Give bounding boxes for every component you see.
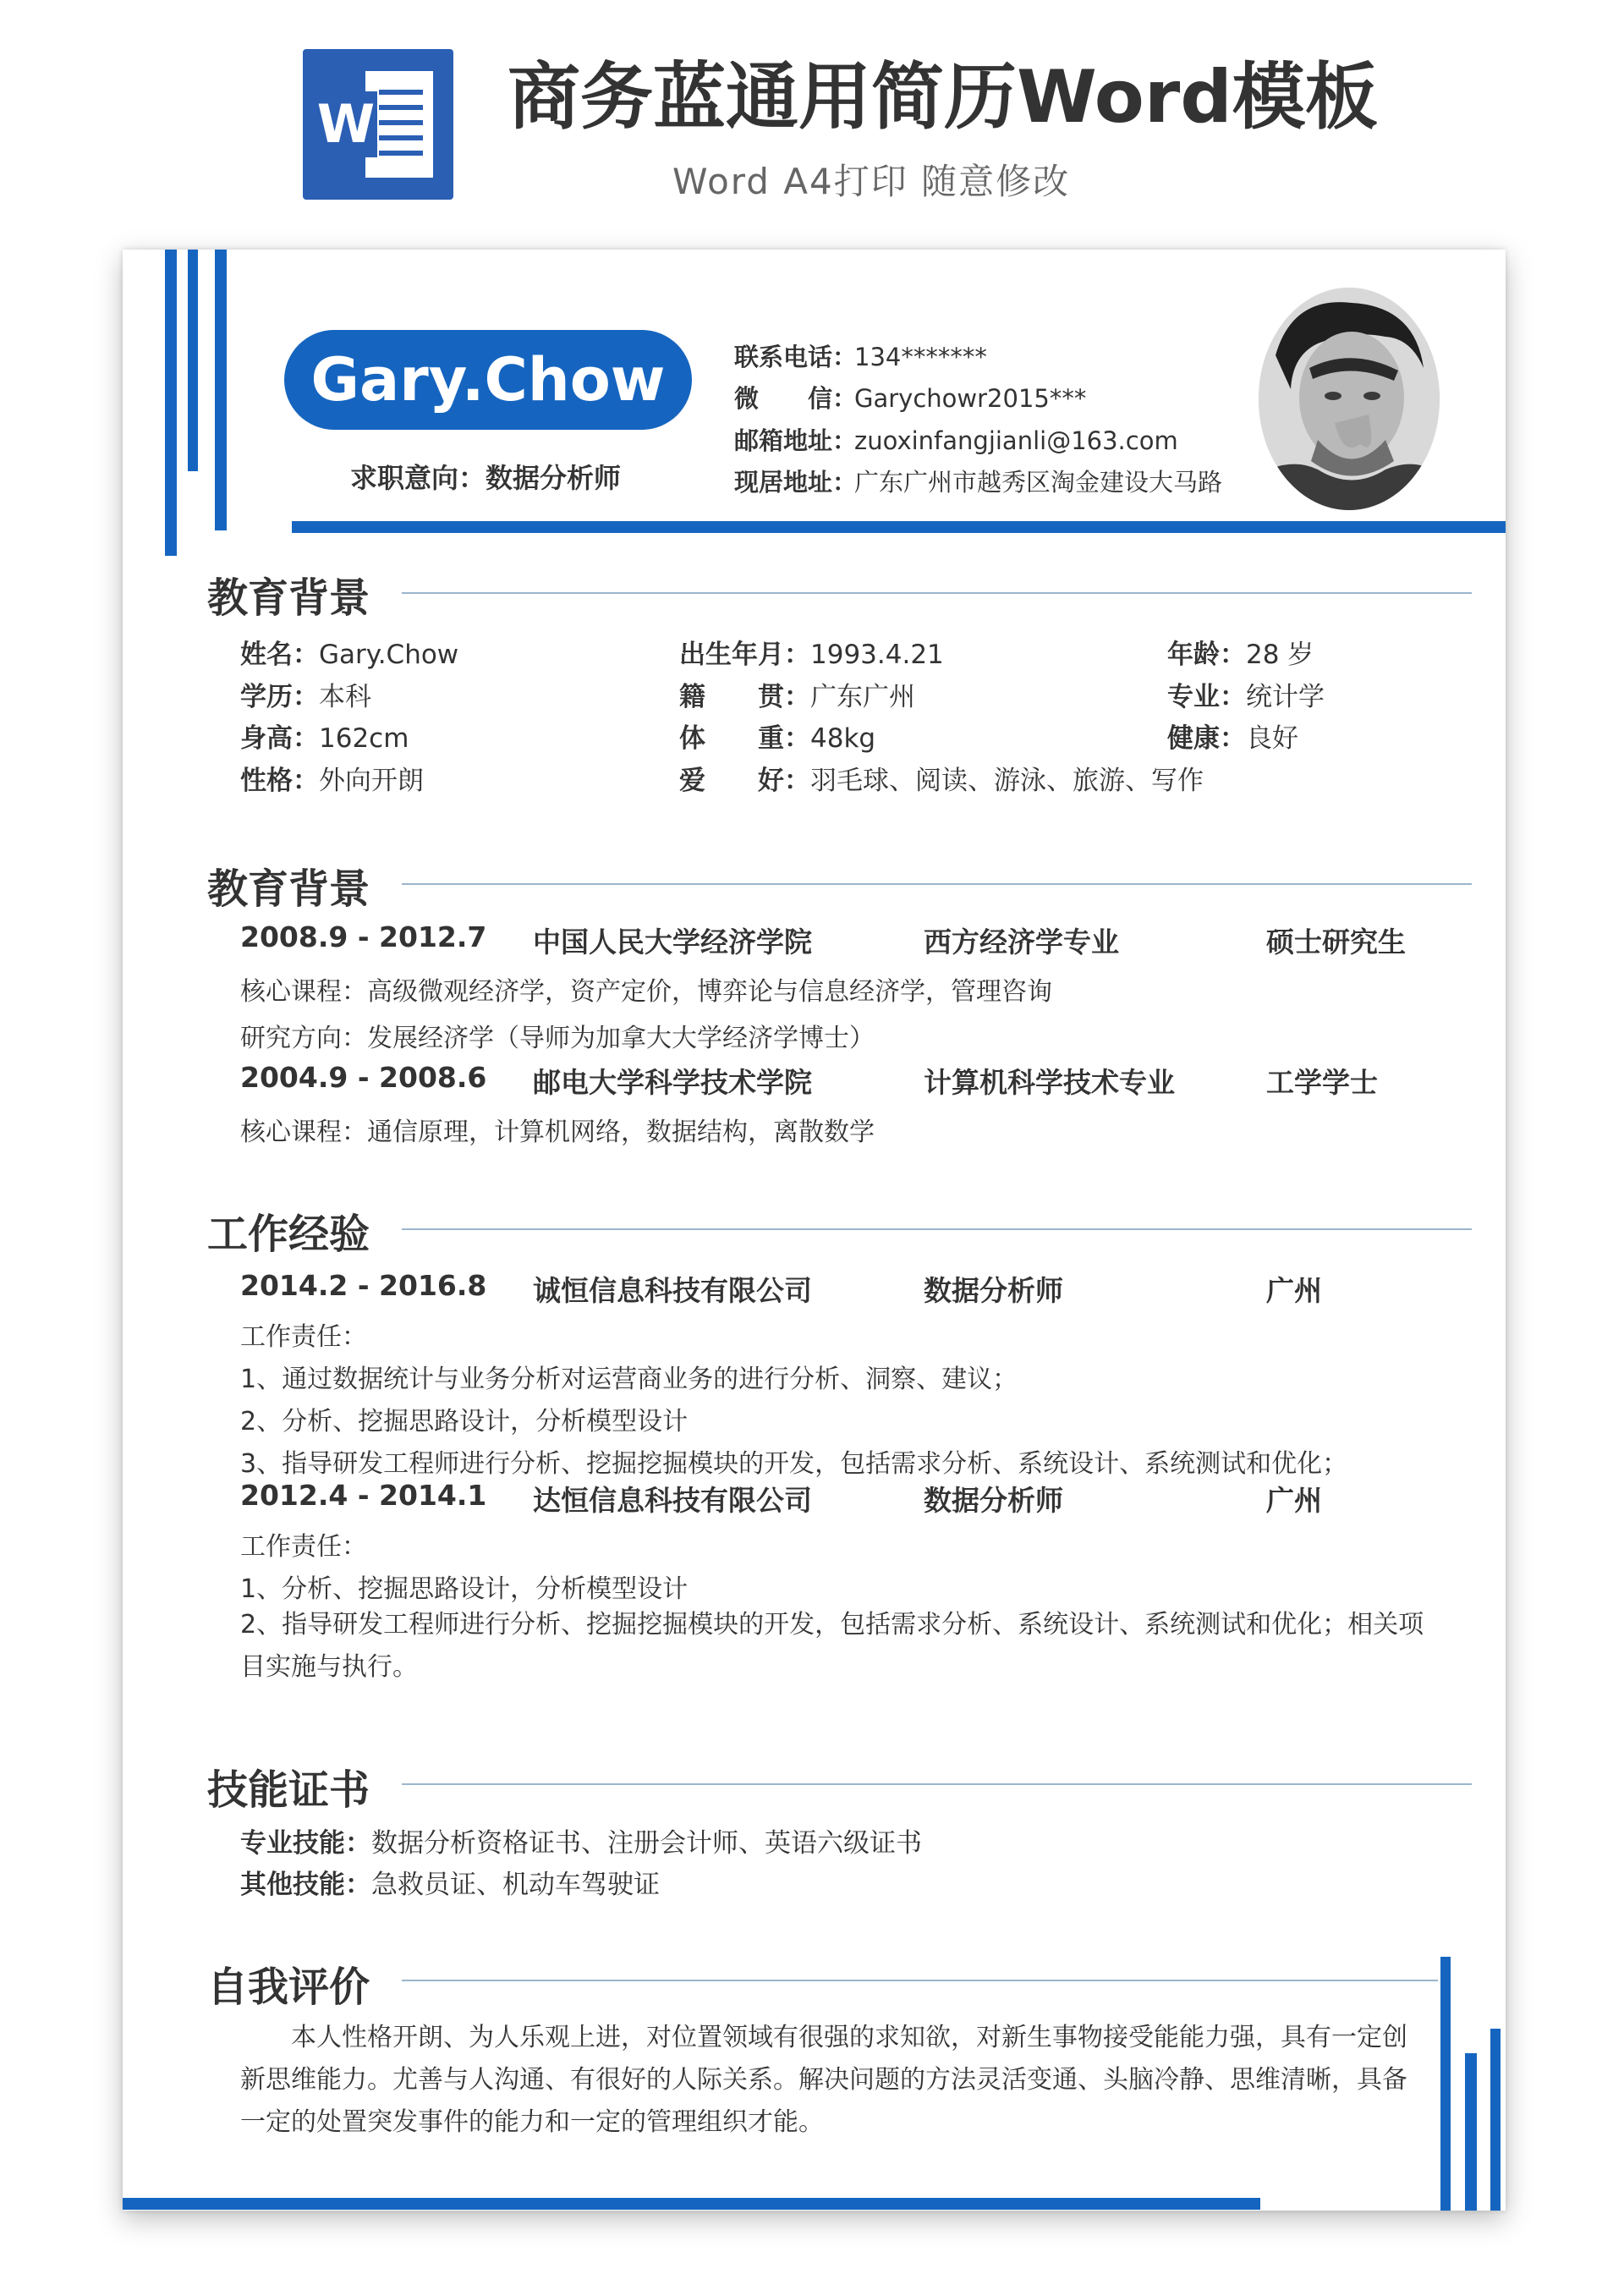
section-title-basic-info: 教育背景	[207, 574, 370, 622]
contact-label: 邮箱地址：	[734, 426, 858, 455]
edu-line: 核心课程：通信原理，计算机网络，数据结构，离散数学	[240, 1118, 875, 1147]
info-health	[1167, 717, 1298, 755]
contact-label: 联系电话：	[734, 343, 858, 371]
contact-value: 134*******	[854, 343, 987, 371]
decor-bar-right-3	[1490, 2029, 1501, 2211]
edu-degree: 硕士研究生	[1266, 926, 1406, 958]
decor-bar-left-1	[165, 250, 177, 556]
info-label: 爱 好：	[679, 766, 810, 796]
info-label: 姓名：	[240, 640, 319, 670]
info-value: Gary.Chow	[319, 640, 459, 670]
work-city: 广州	[1266, 1274, 1322, 1307]
work-line: 1、分析、挖掘思路设计，分析模型设计	[240, 1574, 689, 1604]
info-height	[240, 717, 409, 755]
work-line: 2、分析、挖掘思路设计，分析模型设计	[240, 1407, 689, 1436]
work-line: 1、通过数据统计与业务分析对运营商业务的进行分析、洞察、建议；	[240, 1365, 1018, 1394]
portrait-photo	[1259, 288, 1440, 510]
info-value: 羽毛球、阅读、游泳、旅游、写作	[810, 766, 1204, 796]
info-name	[240, 633, 458, 671]
section-title-work: 工作经验	[207, 1211, 370, 1258]
contact-wechat	[734, 380, 1086, 415]
contact-value: 广东广州市越秀区淘金建设大马路	[854, 468, 1223, 497]
section-divider	[402, 1980, 1438, 1981]
work-company: 诚恒信息科技有限公司	[533, 1274, 812, 1307]
self-eval-text: 本人性格开朗、为人乐观上进，对位置领域有很强的求知欲，对新生事物接受能能力强，具有一定创新思维能力。尤善与人沟通、有很好的人际关系。解决问题的方法灵活变通、头脑冷静、思维清晰，具备 一定的处置突发事件的能力和一定的管理组织才能。	[240, 2023, 1407, 2137]
info-value: 本科	[319, 682, 371, 712]
work-company: 达恒信息科技有限公司	[533, 1484, 812, 1517]
work-city: 广州	[1266, 1484, 1322, 1517]
section-title-education: 教育背景	[207, 865, 370, 913]
edu-school: 邮电大学科学技术学院	[533, 1066, 812, 1099]
page-title: 商务蓝通用简历Word模板	[508, 55, 1378, 140]
contact-value: Garychowr2015***	[854, 384, 1087, 413]
work-role: 数据分析师	[924, 1274, 1063, 1307]
work-line: 3、指导研发工程师进行分析、挖掘挖掘模块的开发，包括需求分析、系统设计、系统测试和优化；	[240, 1449, 1348, 1479]
contact-address	[734, 464, 1222, 498]
section-divider	[402, 592, 1472, 594]
info-label: 专业：	[1167, 682, 1246, 712]
edu-line: 核心课程：高级微观经济学，资产定价，博弈论与信息经济学，管理咨询	[240, 977, 1052, 1007]
contact-label: 微 信：	[734, 384, 858, 413]
contact-value: zuoxinfangjianli@163.com	[854, 426, 1178, 455]
work-period: 2012.4 - 2014.1	[240, 1479, 487, 1512]
contact-label: 现居地址：	[734, 468, 858, 497]
candidate-name: Gary.Chow	[284, 330, 692, 430]
edu-major: 西方经济学专业	[924, 926, 1119, 958]
decor-bar-left-2	[188, 250, 198, 471]
info-label: 身高：	[240, 723, 319, 754]
section-divider	[402, 883, 1472, 885]
decor-bar-right-2	[1465, 2053, 1477, 2211]
info-weight	[679, 717, 875, 755]
info-value: 外向开朗	[319, 766, 424, 796]
info-value: 广东广州	[810, 682, 915, 712]
info-birth	[679, 633, 944, 671]
info-value: 48kg	[810, 723, 876, 754]
skill-row-other	[240, 1863, 660, 1901]
header-underline-bar	[292, 521, 1506, 533]
work-line: 工作责任：	[240, 1322, 367, 1352]
info-label: 籍 贯：	[679, 682, 810, 712]
info-label: 学历：	[240, 682, 319, 712]
info-label: 健康：	[1167, 723, 1246, 754]
job-intent: 求职意向：数据分析师	[350, 462, 622, 494]
edu-major: 计算机科学技术专业	[924, 1066, 1175, 1099]
skill-label: 专业技能：	[240, 1828, 371, 1859]
section-title-self-eval: 自我评价	[207, 1964, 370, 2011]
section-divider	[402, 1228, 1472, 1230]
footer-bar	[123, 2198, 1260, 2210]
decor-bar-left-3	[215, 250, 227, 530]
edu-degree: 工学学士	[1266, 1066, 1378, 1099]
info-value: 1993.4.21	[810, 640, 944, 670]
edu-school: 中国人民大学经济学院	[533, 926, 812, 958]
info-value: 28 岁	[1246, 640, 1314, 670]
info-hometown	[679, 675, 915, 713]
info-value: 良好	[1246, 723, 1298, 754]
skill-value: 数据分析资格证书、注册会计师、英语六级证书	[371, 1828, 922, 1859]
info-personality	[240, 759, 424, 797]
contact-email	[734, 422, 1178, 457]
info-label: 性格：	[240, 766, 319, 796]
avatar	[1259, 288, 1440, 510]
info-hobbies	[679, 759, 1204, 797]
info-value: 统计学	[1246, 682, 1325, 712]
word-logo-letter: W	[315, 91, 377, 157]
edu-period: 2004.9 - 2008.6	[240, 1061, 487, 1094]
info-education	[240, 675, 371, 713]
page-subtitle: Word A4打印 随意修改	[672, 161, 1071, 202]
word-icon	[303, 49, 453, 200]
skill-value: 急救员证、机动车驾驶证	[371, 1870, 660, 1900]
info-age	[1167, 633, 1314, 671]
work-role: 数据分析师	[924, 1484, 1063, 1517]
edu-line: 研究方向：发展经济学（导师为加拿大大学经济学博士）	[240, 1024, 875, 1053]
decor-bar-right-1	[1440, 1957, 1451, 2211]
contact-phone	[734, 338, 987, 373]
skill-label: 其他技能：	[240, 1870, 371, 1900]
info-label: 出生年月：	[679, 640, 810, 670]
work-line: 2、指导研发工程师进行分析、挖掘挖掘模块的开发，包括需求分析、系统设计、系统测试和优化；相关项目实施与执行。	[240, 1610, 1424, 1682]
info-value: 162cm	[319, 723, 409, 754]
work-period: 2014.2 - 2016.8	[240, 1269, 487, 1302]
edu-period: 2008.9 - 2012.7	[240, 920, 487, 953]
info-label: 体 重：	[679, 723, 810, 754]
info-label: 年龄：	[1167, 640, 1246, 670]
section-title-skills: 技能证书	[207, 1766, 370, 1814]
section-divider	[402, 1783, 1472, 1785]
skill-row-professional	[240, 1821, 922, 1859]
work-line: 工作责任：	[240, 1532, 367, 1562]
info-major	[1167, 675, 1325, 713]
